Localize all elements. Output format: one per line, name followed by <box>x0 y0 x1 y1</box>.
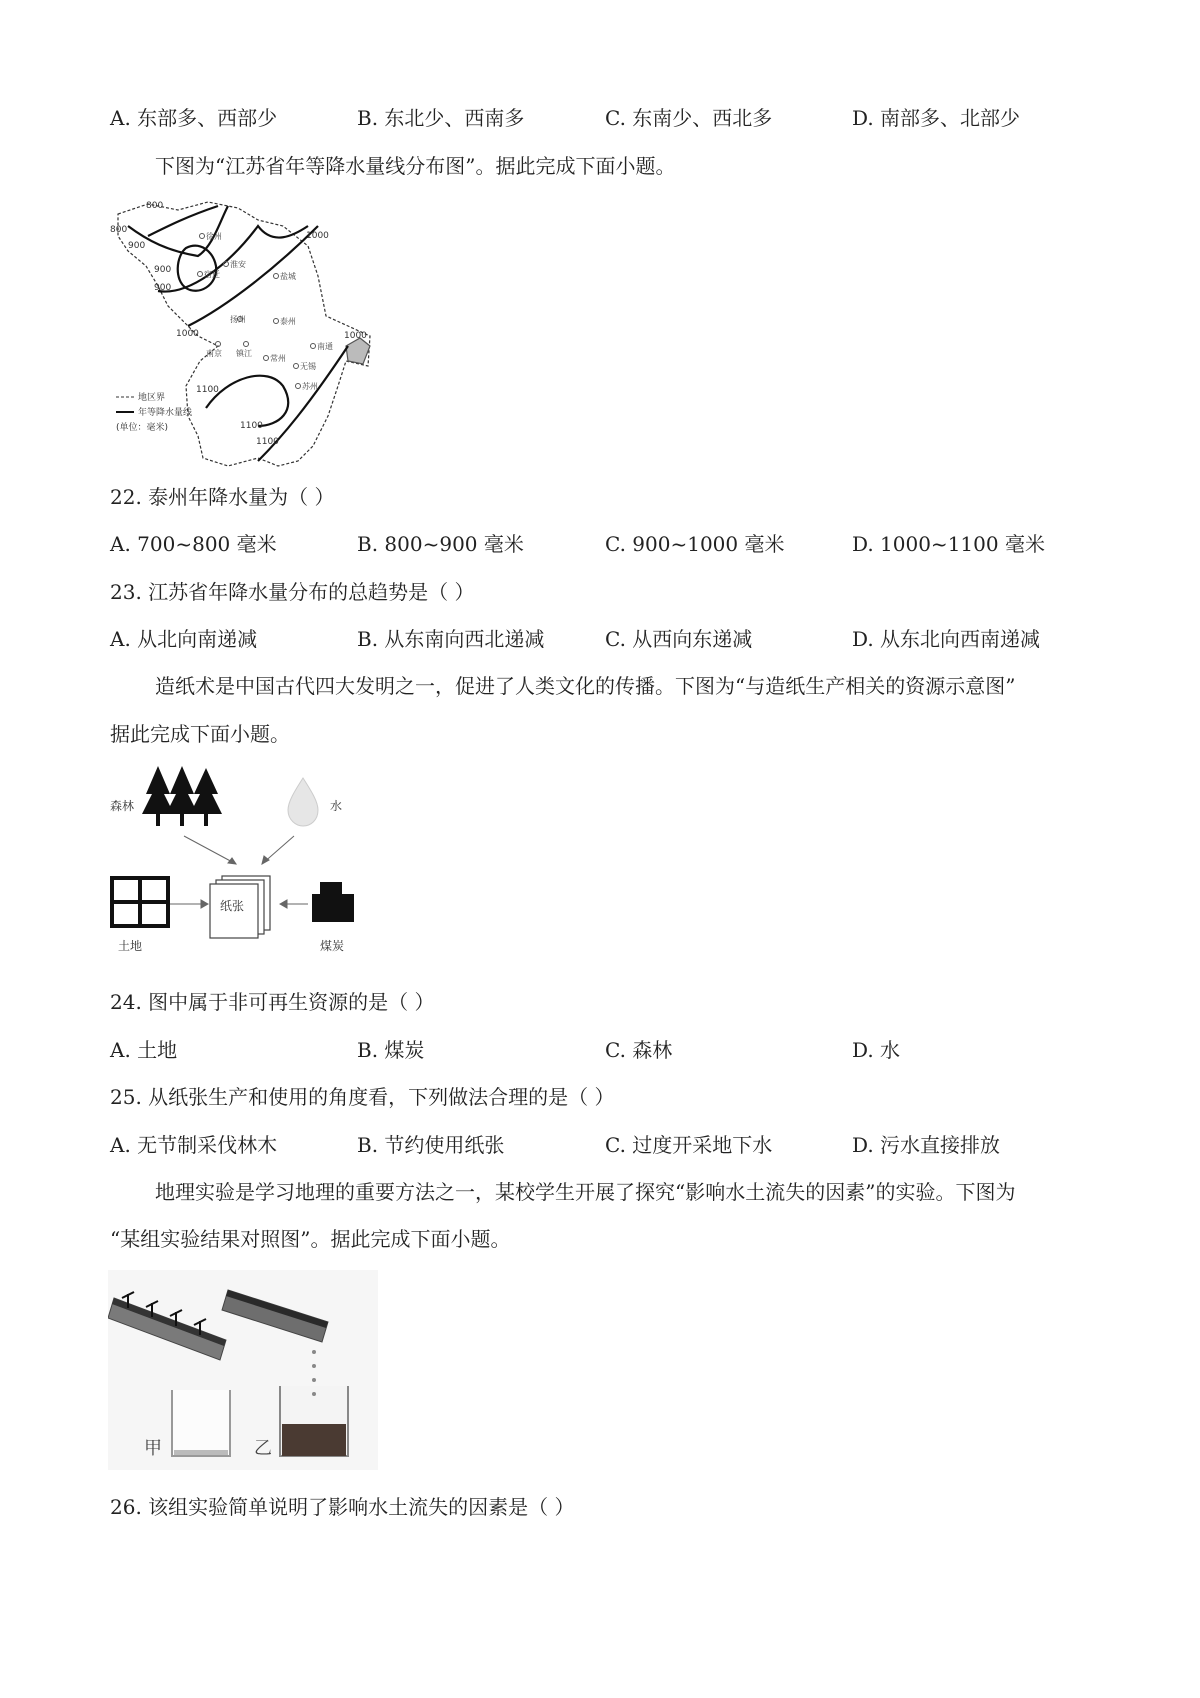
q22-option-b[interactable]: B. 800~900 毫米 <box>357 532 524 556</box>
isoline-label: 900 <box>128 241 146 251</box>
isoline-label: 800 <box>110 225 128 235</box>
city-label: 扬州 <box>230 315 246 324</box>
q25-option-a[interactable]: A. 无节制采伐林木 <box>110 1133 278 1157</box>
option-d[interactable]: D. 南部多、北部少 <box>852 106 1021 130</box>
isoline-label: 1100 <box>196 385 219 395</box>
water-label: 水 <box>330 799 343 813</box>
q22-option-a[interactable]: A. 700~800 毫米 <box>110 532 277 556</box>
question-25: 25. 从纸张生产和使用的角度看，下列做法合理的是（ ） <box>110 1085 615 1109</box>
land-grid-icon <box>112 878 168 926</box>
intro-precipitation-map: 下图为“江苏省年等降水量线分布图”。据此完成下面小题。 <box>155 154 676 178</box>
legend-isoline: 年等降水量线 <box>138 408 193 418</box>
legend-unit: (单位：毫米) <box>116 423 169 433</box>
forest-icon <box>142 766 222 826</box>
q24-option-d[interactable]: D. 水 <box>852 1038 901 1062</box>
option-c[interactable]: C. 东南少、西北多 <box>605 106 773 130</box>
question-24: 24. 图中属于非可再生资源的是（ ） <box>110 990 435 1014</box>
water-drop-icon <box>288 778 318 826</box>
city-label: 宿迁 <box>204 270 220 279</box>
isoline-label: 1100 <box>256 437 279 447</box>
beaker-jia[interactable] <box>172 1390 230 1456</box>
q23-option-a[interactable]: A. 从北向南递减 <box>110 627 258 651</box>
city-label: 南京 <box>206 349 222 358</box>
beaker-yi[interactable] <box>280 1386 348 1456</box>
city-label: 苏州 <box>302 382 318 391</box>
isoline-label: 800 <box>146 201 164 211</box>
city-label: 泰州 <box>280 317 296 326</box>
q23-option-c[interactable]: C. 从西向东递减 <box>605 627 753 651</box>
question-26: 26. 该组实验简单说明了影响水土流失的因素是（ ） <box>110 1495 575 1519</box>
intro-experiment-cont: “某组实验结果对照图”。据此完成下面小题。 <box>110 1227 511 1251</box>
isoline-label: 1000 <box>344 331 367 341</box>
coal-icon <box>312 882 354 922</box>
city-label: 徐州 <box>206 232 222 241</box>
city-label: 盐城 <box>280 272 296 281</box>
q24-option-c[interactable]: C. 森林 <box>605 1038 673 1062</box>
legend-boundary: 地区界 <box>138 393 166 403</box>
q23-option-b[interactable]: B. 从东南向西北递减 <box>357 627 545 651</box>
q25-option-b[interactable]: B. 节约使用纸张 <box>357 1133 505 1157</box>
city-label: 南通 <box>317 342 333 351</box>
forest-label: 森林 <box>110 799 135 813</box>
intro-papermaking: 造纸术是中国古代四大发明之一，促进了人类文化的传播。下图为“与造纸生产相关的资源示意图” <box>155 674 1016 698</box>
q25-option-c[interactable]: C. 过度开采地下水 <box>605 1133 773 1157</box>
isoline-label: 1000 <box>176 329 199 339</box>
q24-option-b[interactable]: B. 煤炭 <box>357 1038 425 1062</box>
city-label: 镇江 <box>236 349 252 358</box>
question-23: 23. 江苏省年降水量分布的总趋势是（ ） <box>110 580 475 604</box>
q25-option-d[interactable]: D. 污水直接排放 <box>852 1133 1001 1157</box>
paper-label: 纸张 <box>220 899 245 913</box>
isoline-label: 1000 <box>306 231 329 241</box>
intro-experiment: 地理实验是学习地理的重要方法之一，某校学生开展了探究“影响水土流失的因素”的实验。下图为 <box>155 1180 1016 1204</box>
isoline-label: 1100 <box>240 421 263 431</box>
q24-option-a[interactable]: A. 土地 <box>110 1038 178 1062</box>
option-a[interactable]: A. 东部多、西部少 <box>110 106 278 130</box>
question-22: 22. 泰州年降水量为（ ） <box>110 485 335 509</box>
jiangsu-precipitation-map <box>108 196 408 476</box>
q22-option-c[interactable]: C. 900~1000 毫米 <box>605 532 785 556</box>
land-label: 土地 <box>118 939 143 953</box>
city-label: 淮安 <box>230 260 246 269</box>
soil-erosion-experiment-figure <box>108 1270 378 1470</box>
city-label: 无锡 <box>300 362 316 371</box>
option-b[interactable]: B. 东北少、西南多 <box>357 106 525 130</box>
label-yi: 乙 <box>254 1438 272 1459</box>
coal-label: 煤炭 <box>320 939 345 953</box>
q22-option-d[interactable]: D. 1000~1100 毫米 <box>852 532 1045 556</box>
label-jia: 甲 <box>144 1438 162 1459</box>
intro-papermaking-cont: 据此完成下面小题。 <box>110 722 290 746</box>
q23-option-d[interactable]: D. 从东北向西南递减 <box>852 627 1041 651</box>
city-label: 常州 <box>270 354 286 363</box>
isoline-label: 900 <box>154 265 172 275</box>
isoline-label: 900 <box>154 283 172 293</box>
papermaking-resources-diagram <box>108 764 408 964</box>
